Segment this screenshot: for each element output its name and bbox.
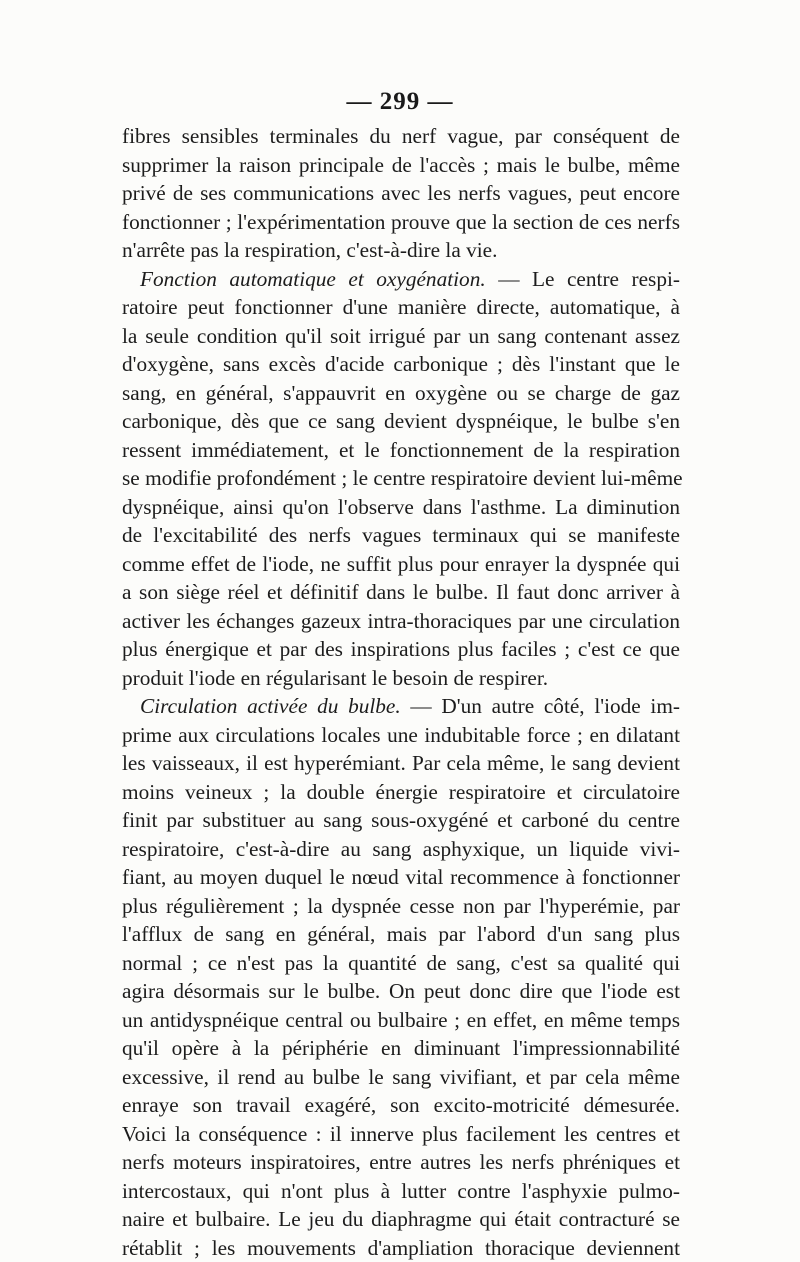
line-text: moins veineux ; la double énergie respiratoire et circulatoire [122,779,680,804]
line-text: Voici la conséquence : il innerve plus facilement les centres et [122,1121,680,1146]
text-line [122,1234,680,1262]
line-text: dyspnéique, ainsi qu'on l'observe dans l'asthme. La diminution [122,494,680,519]
line-text: — D'un autre côté, l'iode im- [400,694,681,718]
text-line [122,493,680,522]
text-line [122,977,680,1006]
line-text: un antidyspnéique central ou bulbaire ; en effet, en même temps [122,1007,680,1032]
line-text: respiratoire, c'est-à-dire au sang asphyxique, un liquide vivi- [122,836,680,861]
text-line [122,236,680,265]
line-text: les vaisseaux, il est hyperémiant. Par cela même, le sang devient [122,751,680,775]
line-text: l'afflux de sang en général, mais par l'abord d'un sang plus [122,922,680,946]
text-line [122,863,680,892]
line-text: prime aux circulations locales une indubitable force ; en dilatant [122,722,680,747]
text-line [122,920,680,949]
line-text: privé de ses communications avec les nerfs vagues, peut encore [122,181,680,205]
line-text: n'arrête pas la respiration, c'est-à-dire la vie. [122,238,498,262]
line-text: comme effet de l'iode, ne suffit plus pour enrayer la dyspnée qui [122,551,680,576]
text-line [122,1063,680,1092]
text-line [122,1177,680,1206]
line-text: fonctionner ; l'expérimentation prouve que la section de ces nerfs [122,209,680,234]
line-text: supprimer la raison principale de l'accès ; mais le bulbe, même [122,152,680,177]
line-text: nerfs moteurs inspiratoires, entre autres les nerfs phréniques et [122,1150,680,1174]
line-text: carbonique, dès que ce sang devient dyspnéique, le bulbe s'en [122,409,680,433]
text-line [122,151,680,180]
text-line [122,436,680,465]
line-text: qu'il opère à la périphérie en diminuant l'impressionnabilité [122,1036,680,1060]
line-text: d'oxygène, sans excès d'acide carbonique ; dès l'instant que le [122,352,680,376]
text-line [122,521,680,550]
line-text: la seule condition qu'il soit irrigué par un sang contenant assez [122,323,680,348]
text-line [122,664,680,693]
line-text: sang, en général, s'appauvrit en oxygène ou se charge de gaz [122,380,680,405]
text-line [122,835,680,864]
text-line [122,1148,680,1177]
body-text [122,122,683,1262]
line-text: — Le centre respi- [485,266,680,291]
text-line [122,892,680,921]
page-number: — 299 — [346,88,454,115]
text-line [122,578,680,607]
section-heading: Fonction automatique et oxygénation. [140,266,486,291]
line-text: intercostaux, qui n'ont plus à lutter contre l'asphyxie pulmo- [122,1178,680,1203]
line-text: rétablit ; les mouvements d'ampliation thoracique deviennent [122,1235,680,1260]
text-line [122,806,680,835]
text-line [122,1091,680,1120]
line-text: plus régulièrement ; la dyspnée cesse non par l'hyperémie, par [122,893,680,918]
text-line [122,607,680,636]
line-text: fiant, au moyen duquel le nœud vital recommence à fonctionner [122,865,680,889]
text-line [122,208,680,237]
text-line [122,407,680,436]
line-text: agira désormais sur le bulbe. On peut donc dire que l'iode est [122,979,680,1003]
text-line [122,778,680,807]
text-line [122,550,680,579]
line-text: ratoire peut fonctionner d'une manière directe, automatique, à [122,295,680,319]
line-text: excessive, il rend au bulbe le sang vivifiant, et par cela même [122,1064,680,1089]
text-line [122,379,680,408]
section-heading: Circulation activée du bulbe. [140,694,401,718]
text-line [122,1006,680,1035]
line-text: finit par substituer au sang sous-oxygéné et carboné du centre [122,808,680,832]
text-line [122,1205,680,1234]
text-line [122,293,680,322]
text-line [122,1120,680,1149]
line-text: normal ; ce n'est pas la quantité de sang, c'est sa qualité qui [122,950,680,975]
text-line [122,749,680,778]
text-line [122,692,680,721]
text-line [122,322,680,351]
line-text: se modifie profondément ; le centre respiratoire devient lui-même [122,466,683,490]
text-line [122,464,683,493]
line-text: a son siège réel et définitif dans le bulbe. Il faut donc arriver à [122,580,680,604]
line-text: produit l'iode en régularisant le besoin de respirer. [122,665,549,690]
text-line [122,721,680,750]
text-line [122,635,680,664]
line-text: activer les échanges gazeux intra-thoraciques par une circulation [122,608,680,633]
text-line [122,179,680,208]
line-text: de l'excitabilité des nerfs vagues terminaux qui se manifeste [122,523,680,547]
line-text: fibres sensibles terminales du nerf vague, par conséquent de [122,124,680,148]
line-text: enraye son travail exagéré, son excito-motricité démesurée. [122,1093,680,1117]
line-text: naire et bulbaire. Le jeu du diaphragme qui était contracturé se [122,1207,680,1231]
line-text: plus énergique et par des inspirations plus faciles ; c'est ce que [122,637,680,661]
line-text: ressent immédiatement, et le fonctionnement de la respiration [122,437,680,462]
text-line [122,350,680,379]
text-line [122,949,680,978]
text-line [122,265,680,294]
text-line [122,122,680,151]
text-line [122,1034,680,1063]
